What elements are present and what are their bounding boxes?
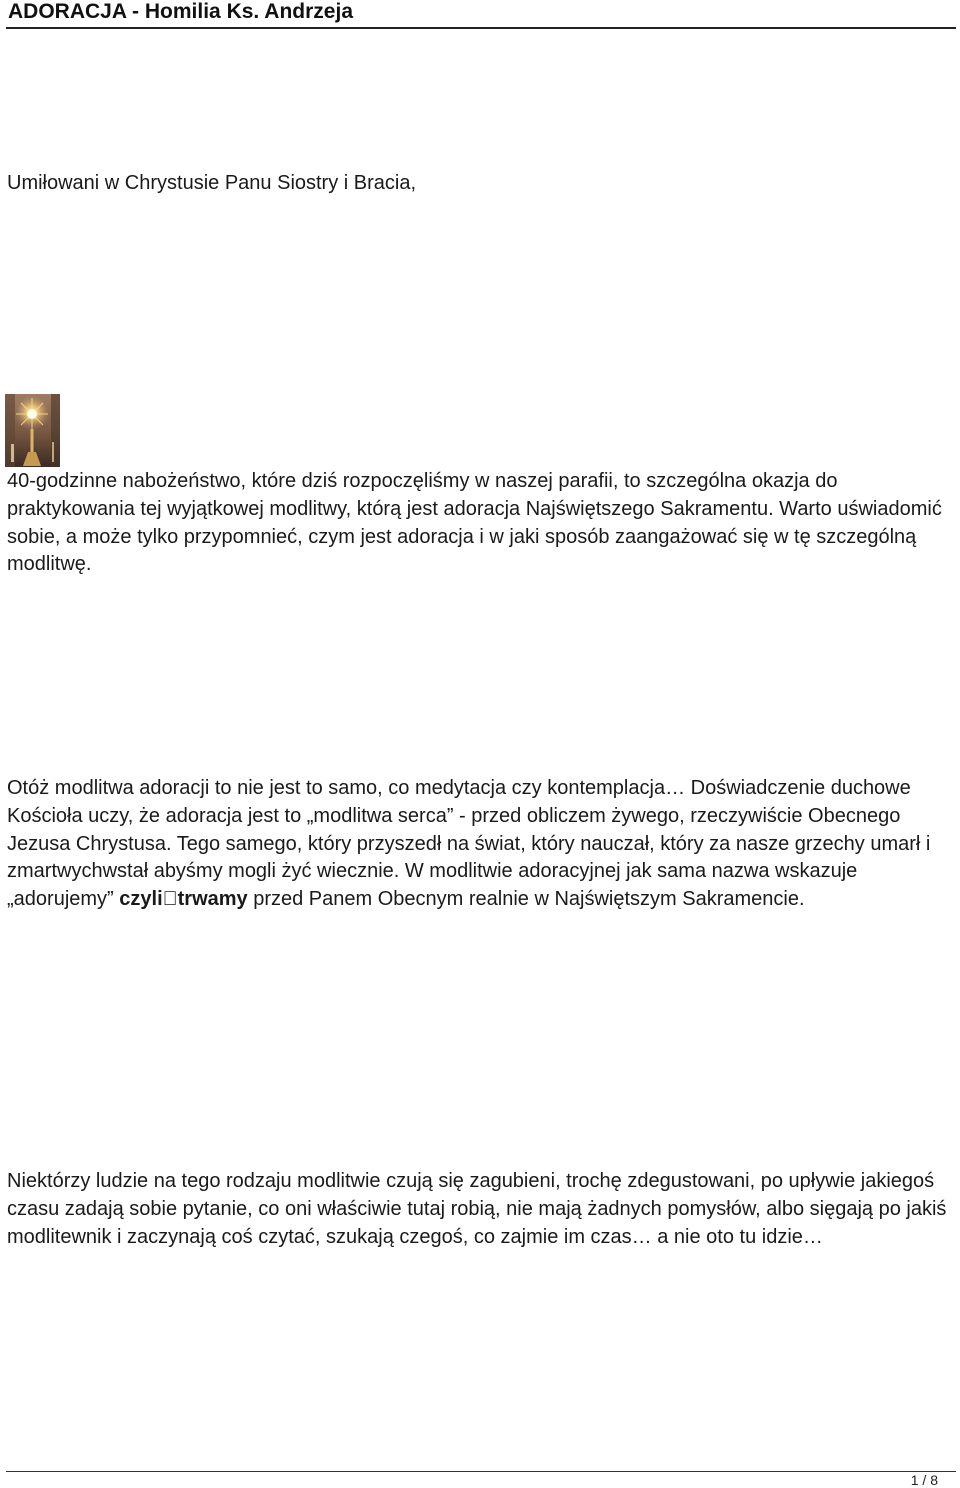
monstrance-photo-icon bbox=[5, 394, 60, 467]
footer-divider bbox=[6, 1471, 956, 1472]
paragraph-adoration-text-before: Otóż modlitwa adoracji to nie jest to samo, co medytacja czy kontemplacja… Doświadczenie duchowe Kościoła uczy, że adoracja jest to „modlitwa serca” - przed obliczem żywego, rzeczywiście Obecnego Jezusa Chrystusa. Tego samego, który przyszedł na świat, który nauczał, który za nasze grzechy umarł i zmartwychwstał abyśmy mogli żyć wiecznie. W modlitwie adoracyjnej jak sama nazwa wskazuje „adorujemy” bbox=[7, 777, 931, 911]
monstrance-photo bbox=[5, 394, 60, 467]
paragraph-adoration bbox=[7, 775, 957, 914]
paragraph-adoration-bold: czyli trwamy bbox=[119, 888, 248, 911]
greeting: Umiłowani w Chrystusie Panu Siostry i Bracia, bbox=[7, 172, 417, 194]
paragraph-adoration-text-after: przed Panem Obecnym realnie w Najświętszym Sakramencie. bbox=[247, 888, 805, 911]
paragraph-intro: 40-godzinne nabożeństwo, które dziś rozpoczęliśmy w naszej parafii, to szczególna okazja do praktykowania tej wyjątkowej modlitwy, którą jest adoracja Najświętszego Sakramentu. Warto uświadomić sobie, a może tylko przypomnieć, czym jest adoracja i w jaki sposób zaangażować się w tę szczególną modlitwę. bbox=[7, 470, 942, 576]
header-divider bbox=[6, 27, 956, 29]
paragraph-lost: Niektórzy ludzie na tego rodzaju modlitwie czują się zagubieni, trochę zdegustowani, po upływie jakiegoś czasu zadają sobie pytanie, co oni właściwie tutaj robią, nie mają żadnych pomysłów, albo sięgają po jakiś modlitewnik i zaczynają coś czytać, szukają czegoś, co zajmie im czas… a nie oto tu idzie… bbox=[7, 1170, 947, 1248]
document-title: ADORACJA - Homilia Ks. Andrzeja bbox=[8, 0, 353, 23]
page-number: 1 / 8 bbox=[910, 1472, 938, 1488]
